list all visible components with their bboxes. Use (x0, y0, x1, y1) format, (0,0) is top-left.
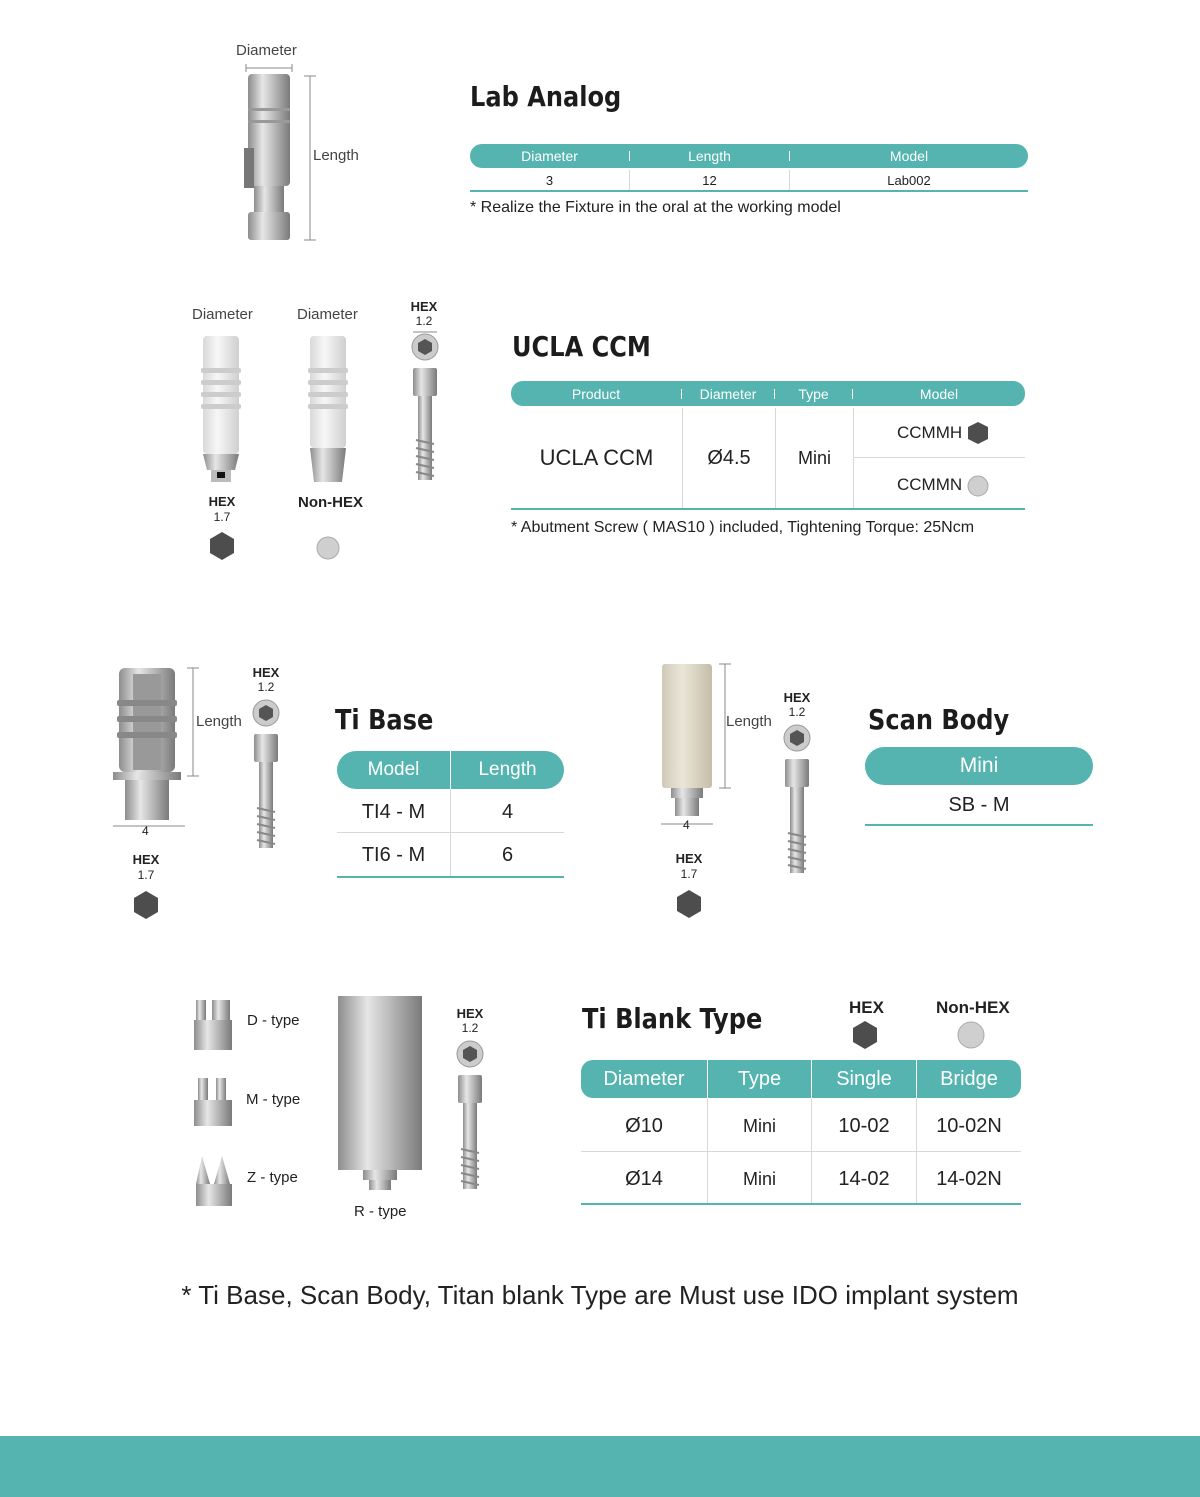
ucla-nonhex-label: Non-HEX (298, 494, 363, 511)
ucla-col-diameter: Diameter (699, 385, 757, 402)
ti-blank-row2-diameter: Ø14 (625, 1167, 663, 1190)
ti-blank-legend-nonhex: Non-HEX (936, 998, 1010, 1017)
ucla-col-product: Product (571, 385, 621, 402)
hex-icon (966, 420, 990, 446)
ucla-hex-abutment-image (195, 330, 255, 490)
ti-base-row2-length: 6 (501, 843, 514, 866)
ucla-nonhex-abutment-image (300, 330, 360, 490)
ti-base-title: Ti Base (335, 703, 434, 736)
footer-note: * Ti Base, Scan Body, Titan blank Type are Must use IDO implant system (181, 1280, 1019, 1310)
ucla-hex-size: 1.7 (213, 510, 231, 524)
ucla-diameter-label-nonhex: Diameter (297, 306, 358, 323)
ti-blank-screw-image (450, 1037, 490, 1197)
ucla-model-nonhex: CCMMN (897, 475, 963, 494)
ucla-diameter-value: Ø4.5 (707, 446, 751, 469)
scan-body-col-mini: Mini (959, 754, 999, 777)
ti-blank-screw-hex-size: 1.2 (461, 1021, 479, 1035)
lab-analog-length-label: Length (313, 147, 359, 164)
ti-base-screw-hex-label: HEX (252, 665, 280, 680)
ucla-model-hex: CCMMH (897, 423, 963, 442)
r-type-label: R - type (354, 1203, 407, 1220)
ti-base-screw-hex-size: 1.2 (257, 680, 275, 694)
ucla-table-header (511, 381, 1025, 406)
ti-base-col-length: Length (478, 759, 537, 780)
ti-base-table-header (337, 751, 564, 789)
scan-body-screw-hex-size: 1.2 (788, 705, 806, 719)
ti-blank-row2-single: 14-02 (838, 1167, 890, 1190)
ucla-note: * Abutment Screw ( MAS10 ) included, Tightening Torque: 25Ncm (511, 519, 975, 536)
ti-blank-legend-hex: HEX (849, 998, 884, 1017)
m-type-label: M - type (246, 1091, 301, 1108)
ucla-title: UCLA CCM (512, 330, 651, 363)
ucla-hex-label: HEX (208, 494, 236, 509)
scan-body-screw-hex-label: HEX (783, 690, 811, 705)
lab-analog-diameter-label: Diameter (236, 42, 297, 59)
ti-blank-row2-type: Mini (742, 1168, 776, 1189)
ti-base-hex-size: 1.7 (137, 868, 155, 882)
ucla-col-type: Type (798, 385, 829, 402)
ucla-product-value: UCLA CCM (539, 445, 654, 470)
hex-icon (851, 1019, 881, 1051)
scan-body-hex-label: HEX (675, 851, 703, 866)
ti-base-width-label: 4 (142, 824, 149, 838)
lab-analog-col-diameter: Diameter (521, 148, 578, 164)
hex-icon (675, 888, 705, 920)
ti-blank-title: Ti Blank Type (582, 1002, 763, 1035)
ucla-col-model: Model (919, 385, 959, 402)
footer-band (0, 1436, 1200, 1497)
r-type-image (335, 994, 425, 1194)
hex-icon (132, 889, 162, 921)
scan-body-title: Scan Body (868, 703, 1010, 736)
d-type-image (190, 998, 240, 1054)
scan-body-length-label: Length (726, 713, 772, 730)
ti-blank-col-diameter: Diameter (603, 1067, 685, 1090)
ti-blank-row1-type: Mini (742, 1115, 776, 1136)
round-nonhex-icon (956, 1020, 986, 1050)
ti-base-image (105, 660, 215, 835)
ti-base-row1-model: TI4 - M (361, 800, 426, 823)
z-type-image (190, 1154, 240, 1210)
ti-blank-row1-diameter: Ø10 (625, 1114, 663, 1137)
scan-body-value: SB - M (948, 793, 1010, 816)
lab-analog-diameter-value: 3 (545, 172, 554, 188)
ti-base-hex-label: HEX (132, 852, 160, 867)
scan-body-hex-size: 1.7 (680, 867, 698, 881)
ucla-type-value: Mini (797, 447, 831, 468)
round-nonhex-icon (315, 535, 341, 561)
ucla-screw-hex-size: 1.2 (415, 314, 433, 328)
lab-analog-image (230, 60, 330, 245)
ti-blank-table-header (581, 1060, 1021, 1098)
lab-analog-table-header (470, 144, 1028, 168)
hex-icon (208, 530, 238, 562)
lab-analog-length-value: 12 (702, 172, 717, 188)
lab-analog-col-model: Model (889, 148, 929, 164)
lab-analog-col-length: Length (688, 148, 731, 164)
ti-blank-row1-bridge: 10-02N (936, 1114, 1002, 1137)
ti-base-screw-image (246, 696, 286, 856)
scan-body-image (655, 660, 745, 835)
scan-body-width-label: 4 (683, 818, 690, 832)
ti-base-length-label: Length (196, 713, 242, 730)
ti-blank-col-bridge: Bridge (940, 1067, 998, 1090)
ucla-screw-image (405, 330, 445, 490)
scan-body-screw-image (777, 721, 817, 881)
ucla-diameter-label-hex: Diameter (192, 306, 253, 323)
m-type-image (190, 1076, 240, 1132)
d-type-label: D - type (247, 1012, 300, 1029)
z-type-label: Z - type (247, 1169, 298, 1186)
ti-base-row1-length: 4 (501, 800, 514, 823)
ucla-screw-hex-label: HEX (410, 299, 438, 314)
lab-analog-note: * Realize the Fixture in the oral at the working model (470, 199, 841, 216)
lab-analog-model-value: Lab002 (887, 172, 931, 188)
ti-blank-row1-single: 10-02 (838, 1114, 890, 1137)
lab-analog-title: Lab Analog (470, 80, 622, 113)
scan-body-table-header (865, 747, 1093, 785)
ti-blank-screw-hex-label: HEX (456, 1006, 484, 1021)
ti-base-col-model: Model (367, 759, 420, 780)
ti-base-row2-model: TI6 - M (361, 843, 426, 866)
round-nonhex-icon (966, 474, 990, 498)
ti-blank-col-single: Single (836, 1067, 892, 1090)
ti-blank-col-type: Type (737, 1067, 782, 1090)
ti-blank-row2-bridge: 14-02N (936, 1167, 1002, 1190)
